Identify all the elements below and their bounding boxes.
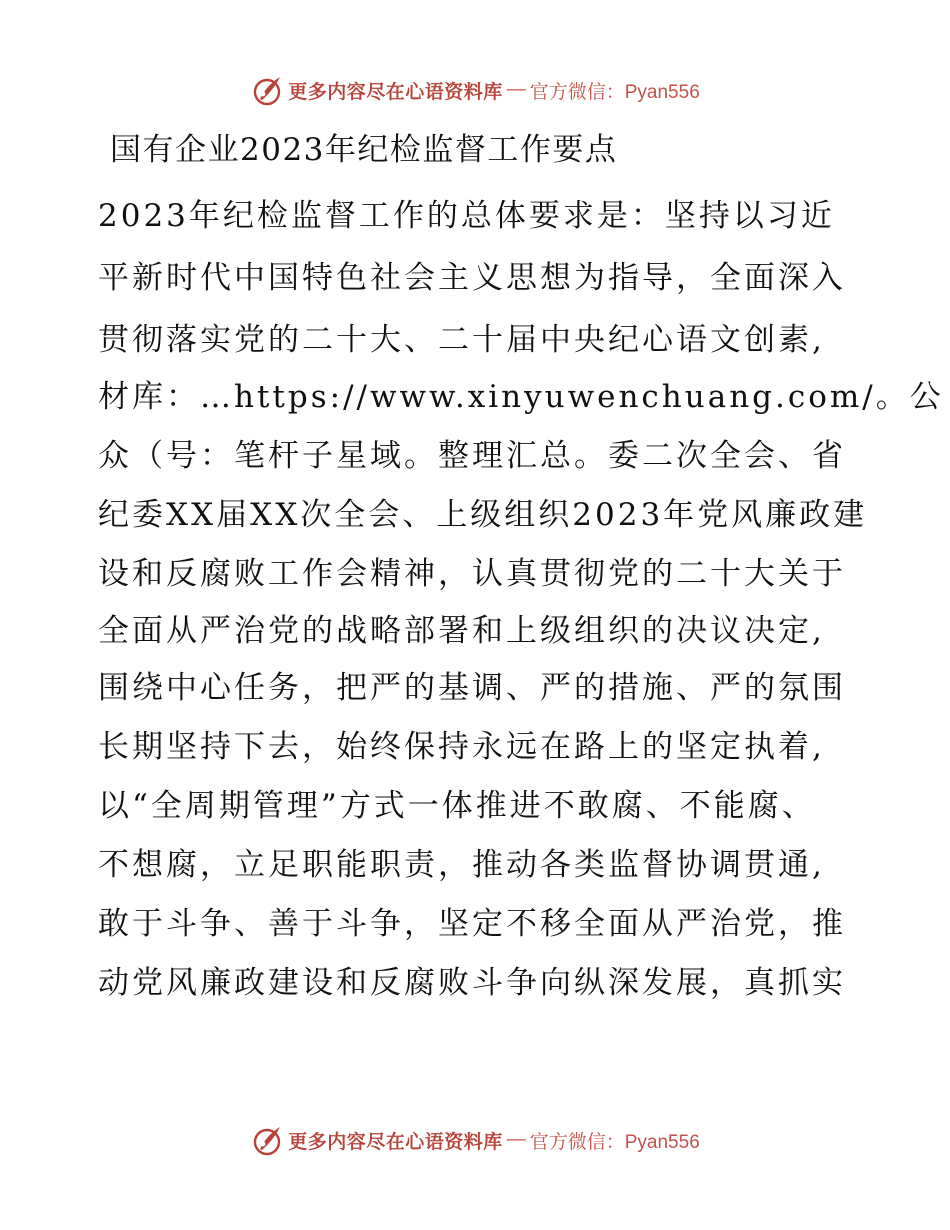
body-line: 全面从严治党的战略部署和上级组织的决议决定, <box>98 613 825 649</box>
body-line: 材库：…https://www.xinyuwenchuang.com/。公 <box>98 379 944 415</box>
watermark-slogan: 更多内容尽在心语资料库 <box>288 80 503 103</box>
body-line: 以“全周期管理”方式一体推进不敢腐、不能腐、 <box>98 788 816 824</box>
body-line: 2023年纪检监督工作的总体要求是：坚持以习近 <box>98 198 835 234</box>
watermark-slogan: 更多内容尽在心语资料库 <box>288 1130 503 1153</box>
quill-pen-logo-icon <box>250 1123 284 1157</box>
body-line: 敢于斗争、善于斗争，坚定不移全面从严治党，推 <box>98 906 846 942</box>
watermark-separator: — <box>506 79 526 100</box>
body-line: 众（号：笔杆子星域。整理汇总。委二次全会、省 <box>98 438 846 474</box>
watermark-separator: — <box>506 1129 526 1150</box>
footer-watermark <box>0 1120 950 1160</box>
body-line: 长期坚持下去，始终保持永远在路上的坚定执着, <box>98 729 825 765</box>
body-line: 贯彻落实党的二十大、二十届中央纪心语文创素, <box>98 322 825 358</box>
quill-pen-logo-icon <box>250 73 284 107</box>
watermark-contact: 官方微信：Pyan556 <box>529 1131 700 1153</box>
body-line: 纪委XX届XX次全会、上级组织2023年党风廉政建 <box>98 497 868 533</box>
watermark-contact: 官方微信：Pyan556 <box>529 81 700 103</box>
header-watermark <box>0 70 950 110</box>
body-line: 围绕中心任务，把严的基调、严的措施、严的氛围 <box>98 670 846 706</box>
body-line: 动党风廉政建设和反腐败斗争向纵深发展，真抓实 <box>98 965 846 1001</box>
body-line: 设和反腐败工作会精神，认真贯彻党的二十大关于 <box>98 556 846 592</box>
body-line: 平新时代中国特色社会主义思想为指导，全面深入 <box>98 260 846 296</box>
document-title: 国有企业2023年纪检监督工作要点 <box>110 132 618 168</box>
body-line: 不想腐，立足职能职责，推动各类监督协调贯通, <box>98 847 825 883</box>
